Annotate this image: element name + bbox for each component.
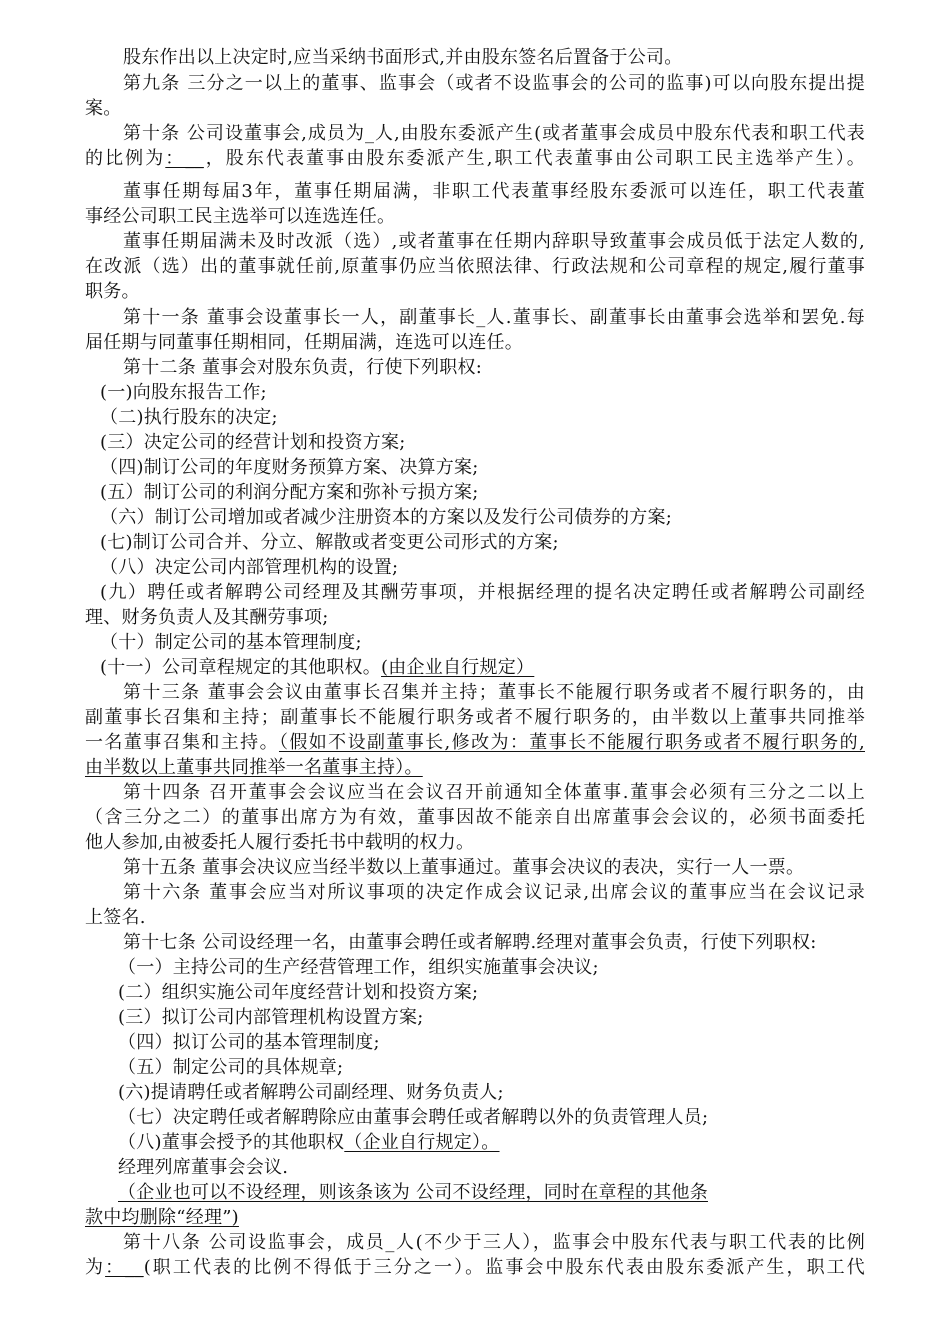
list-item: （七）决定聘任或者解聘除应由董事会聘任或者解聘以外的负责管理人员; <box>118 1107 709 1128</box>
text-segment: (十一）公司章程规定的其他职权。 <box>100 657 382 678</box>
text-line: 董事任期届满未及时改派（选）,或者董事在任期内辞职导致董事会成员低于法定人数的, <box>123 231 865 252</box>
text-line: 事经公司职工民主选举可以连选连任。 <box>85 206 396 227</box>
blank-ratio: ：__ <box>105 1257 144 1278</box>
list-item: （二)执行股东的决定; <box>100 407 278 428</box>
text-line <box>85 1206 865 1230</box>
list-item <box>100 656 865 680</box>
article-9: 第九条 三分之一以上的董事、监事会（或者不设监事会的公司的监事)可以向股东提出提 <box>123 73 865 94</box>
list-item: （六）制订公司增加或者减少注册资本的方案以及发行公司债券的方案; <box>100 507 673 528</box>
list-item: (九）聘任或者解聘公司经理及其酬劳事项，并根据经理的提名决定聘任或者解聘公司副经 <box>100 582 865 603</box>
list-item: (七)制订公司合并、分立、解散或者变更公司形式的方案; <box>100 532 559 553</box>
article-18: 第十八条 公司设监事会，成员_人(不少于三人），监事会中股东代表与职工代表的比例 <box>123 1232 865 1253</box>
text-segment: （八)董事会授予的其他职权 <box>118 1132 345 1153</box>
text-line <box>85 731 865 755</box>
underlined-note: 由半数以上董事共同推举一名董事主持）。 <box>85 757 423 778</box>
article-17: 第十七条 公司设经理一名，由董事会聘任或者解聘.经理对董事会负责，行使下列职权: <box>123 932 817 953</box>
article-10: 第十条 公司设董事会,成员为_人,由股东委派产生(或者董事会成员中股东代表和职工代表 <box>123 123 865 144</box>
text-line: 他人参加,由被委托人履行委托书中载明的权力。 <box>85 832 475 853</box>
list-item: （四)制订公司的年度财务预算方案、决算方案; <box>100 457 479 478</box>
list-item: (五）制订公司的利润分配方案和弥补亏损方案; <box>100 482 479 503</box>
list-item: （十）制定公司的基本管理制度; <box>100 632 362 653</box>
text-segment: 为 <box>85 1257 106 1278</box>
text-line: 职务。 <box>85 281 140 302</box>
article-14: 第十四条 召开董事会会议应当在会议召开前通知全体董事.董事会必须有三分之二以上 <box>123 782 865 803</box>
list-item: （八）决定公司内部管理机构的设置; <box>100 557 399 578</box>
text-line: 董事任期每届3年，董事任期届满，非职工代表董事经股东委派可以连任，职工代表董 <box>123 181 865 202</box>
text-line <box>85 147 865 171</box>
underlined-note: （假如不设副董事长,修改为：董事长不能履行职务或者不履行职务的, <box>278 732 865 753</box>
list-item: （四）拟订公司的基本管理制度; <box>118 1032 380 1053</box>
list-item: （一）主持公司的生产经营管理工作，组织实施董事会决议; <box>118 957 599 978</box>
list-item: (二）组织实施公司年度经营计划和投资方案; <box>118 982 479 1003</box>
list-item: (三）决定公司的经营计划和投资方案; <box>100 432 406 453</box>
text-line: 上签名. <box>85 907 146 928</box>
text-segment: (职工代表的比例不得低于三分之一）。监事会中股东代表由股东委派产生，职工代 <box>143 1257 866 1278</box>
text-line: （含三分之二）的董事出席方为有效，董事因故不能亲自出席董事会会议的，必须书面委托 <box>85 807 865 828</box>
text-segment: 一名董事召集和主持。 <box>85 732 279 753</box>
text-line <box>118 1181 865 1205</box>
text-line: 经理列席董事会会议. <box>118 1157 289 1178</box>
text-segment: ，股东代表董事由股东委派产生,职工代表董事由公司职工民主选举产生）。 <box>203 148 866 169</box>
underlined-note: （企业自行规定）。 <box>344 1132 500 1153</box>
underlined-note: 款中均删除“经理”) <box>85 1207 239 1228</box>
underlined-note: （企业也可以不设经理，则该条该为 公司不设经理，同时在章程的其他条 <box>118 1182 708 1203</box>
list-item: (六)提请聘任或者解聘公司副经理、财务负责人; <box>118 1082 504 1103</box>
text-line: 股东作出以上决定时,应当采纳书面形式,并由股东签名后置备于公司。 <box>123 47 683 68</box>
underlined-note: (由企业自行规定） <box>381 657 535 678</box>
article-16: 第十六条 董事会应当对所议事项的决定作成会议记录,出席会议的董事应当在会议记录 <box>123 882 865 903</box>
text-line: 案。 <box>85 98 122 119</box>
text-line <box>85 756 865 780</box>
article-13: 第十三条 董事会会议由董事长召集并主持；董事长不能履行职务或者不履行职务的，由 <box>123 682 865 703</box>
text-line: 届任期与同董事任期相同，任期届满，连选可以连任。 <box>85 332 523 353</box>
article-11: 第十一条 董事会设董事长一人，副董事长_人.董事长、副董事长由董事会选举和罢免.每 <box>123 307 865 328</box>
text-line: 理、财务负责人及其酬劳事项; <box>85 607 329 628</box>
list-item: （五）制定公司的具体规章; <box>118 1057 344 1078</box>
text-segment: 的比例为 <box>85 148 166 169</box>
text-line: 副董事长召集和主持；副董事长不能履行职务或者不履行职务的，由半数以上董事共同推举 <box>85 707 865 728</box>
article-12: 第十二条 董事会对股东负责，行使下列职权: <box>123 357 483 378</box>
list-item: (三）拟订公司内部管理机构设置方案; <box>118 1007 424 1028</box>
list-item <box>118 1131 865 1155</box>
list-item: (一)向股东报告工作; <box>100 382 267 403</box>
text-line: 在改派（选）出的董事就任前,原董事仍应当依照法律、行政法规和公司章程的规定,履行董事 <box>85 256 865 277</box>
blank-ratio: ：__ <box>165 148 204 169</box>
article-15: 第十五条 董事会决议应当经半数以上董事通过。董事会决议的表决，实行一人一票。 <box>123 857 805 878</box>
text-line <box>85 1256 865 1280</box>
